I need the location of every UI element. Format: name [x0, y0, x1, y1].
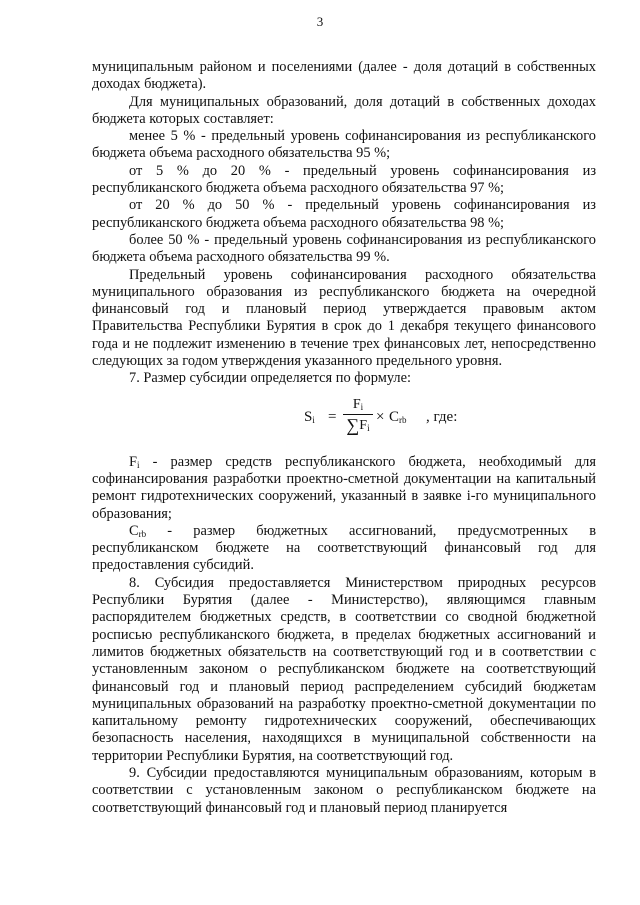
page-number: 3: [316, 14, 324, 29]
paragraph-7: 7. Размер субсидии определяется по формуле:: [129, 370, 411, 387]
paragraph-cofinancing-limit: Предельный уровень софинансирования расходного обязательства муниципального образования из республиканского бюджета на очередной финансовый год и плановый период утверждается правовым актом Правительства Республики Бурятия в срок до 1 декабря текущего финансового года и не подлежит изменению в течение трех финансовых лет, непосредственно следующих за годом утверждения указанного предельного уровня.: [92, 266, 596, 370]
paragraph-continuation: муниципальным районом и поселениями (далее - доля дотаций в собственных доходах бюджета).: [92, 59, 596, 93]
formula-times: ×: [376, 408, 385, 425]
formula-denominator: $\sum F_i$: [346, 414, 370, 435]
definition-fi: $F_i$ - размер средств республиканского бюджета, необходимый для софинансирования разработки проектно-сметной документации на капитальный ремонт гидротехнических сооружений, указанный в заявке i-го муниципального образования;: [92, 453, 596, 522]
formula-fraction: [343, 397, 373, 435]
list-item-20-50: от 20 % до 50 % - предельный уровень софинансирования из республиканского бюджета объема расходного обязательства 98 %;: [92, 197, 596, 231]
list-item-more-50: более 50 % - предельный уровень софинансирования из республиканского бюджета объема расходного обязательства 99 %.: [92, 231, 596, 266]
definition-crb: $C_{rb}$ - размер бюджетных ассигнований, предусмотренных в республиканском бюджете на соответствующий финансовый год для предоставления субсидий.: [92, 522, 596, 574]
paragraph-intro: Для муниципальных образований, доля дотаций в собственных доходах бюджета которых составляет:: [92, 93, 596, 127]
formula-numerator: $F_i$: [352, 396, 364, 412]
formula-lhs: $S_i$: [304, 408, 315, 425]
list-item-5-20: от 5 % до 20 % - предельный уровень софинансирования из республиканского бюджета объема расходного обязательства 97 %;: [92, 162, 596, 197]
formula-equals: =: [328, 408, 337, 425]
paragraph-9: 9. Субсидии предоставляются муниципальным образованиям, которым в соответствии с установленным законом о республиканском бюджете на соответствующий финансовый год и плановый период планируется: [92, 764, 596, 816]
subsidy-formula: [92, 388, 596, 454]
formula-c: $C_{rb}$: [389, 408, 407, 425]
formula-where: , где:: [426, 408, 458, 425]
document-body: [92, 59, 596, 817]
list-item-less-5: менее 5 % - предельный уровень софинансирования из республиканского бюджета объема расходного обязательства 95 %;: [92, 128, 596, 162]
paragraph-8: 8. Субсидия предоставляется Министерством природных ресурсов Республики Бурятия (далее - Министерство), являющимся главным распорядителем бюджетных средств, в соответствии со сводной бюджетной росписью республиканского бюджета, в пределах бюджетных ассигнований и лимитов бюджетных обязательств на соответствующий год и в соответствии с установленным законом о республиканском бюджете на соответствующий финансовый год и плановый период распределением субсидий бюджетам муниципальных образований на разработку проектно-сметной документации по капитальному ремонту гидротехнических сооружений, обеспечивающих безопасность населения, находящихся в муниципальной собственности на территории Республики Бурятия, на соответствующий год.: [92, 574, 596, 764]
